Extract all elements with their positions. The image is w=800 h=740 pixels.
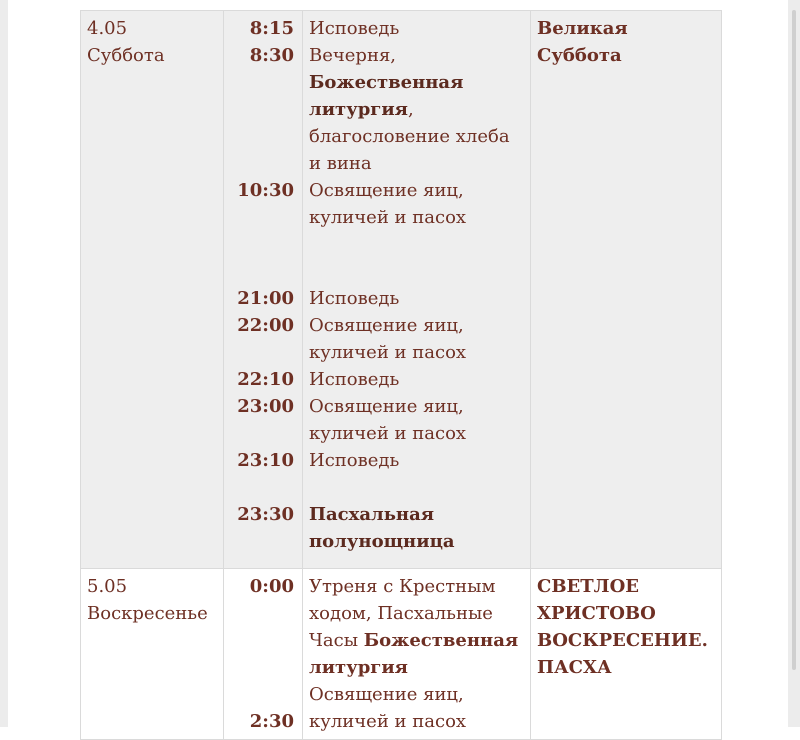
feast-title: Великая Суббота <box>537 18 628 66</box>
time: 2:30 <box>249 711 294 732</box>
events-cell <box>303 569 531 740</box>
table-row-sunday <box>81 569 722 740</box>
event-consecration: Освящение яиц, куличей и пасох <box>309 180 467 228</box>
punctuation: , <box>407 99 414 120</box>
scrollbar[interactable] <box>792 10 796 670</box>
weekday: Суббота <box>87 45 165 66</box>
time: 8:30 <box>249 45 294 66</box>
time: 22:00 <box>237 315 294 336</box>
time: 22:10 <box>237 369 294 390</box>
time: 23:30 <box>237 504 294 525</box>
feast-title: СВЕТЛОЕ ХРИСТОВО ВОСКРЕСЕНИЕ. ПАСХА <box>537 576 708 678</box>
date: 4.05 <box>87 18 128 39</box>
time-cell <box>224 569 303 740</box>
event-liturgy-line <box>309 69 525 123</box>
event-confession: Исповедь <box>309 450 400 471</box>
event-consecration: Освящение яиц, куличей и пасох <box>309 684 467 732</box>
time: 23:00 <box>237 396 294 417</box>
event-midnight-office: Пасхальная полунощница <box>309 504 455 552</box>
table-row-saturday <box>81 11 722 569</box>
time: 10:30 <box>237 180 294 201</box>
event-liturgy: Божественная литургия <box>309 630 519 678</box>
event-liturgy: Божественная литургия <box>309 72 464 120</box>
event-confession: Исповедь <box>309 288 400 309</box>
event-confession: Исповедь <box>309 18 400 39</box>
date-cell <box>81 569 224 740</box>
note-cell <box>531 569 722 740</box>
event-consecration: Освящение яиц, куличей и пасох <box>309 315 467 363</box>
date-cell <box>81 11 224 569</box>
events-cell <box>303 11 531 569</box>
event-matins: Утреня с Крестным ходом, Пасхальные Часы <box>309 576 496 651</box>
time-cell <box>224 11 303 569</box>
schedule-table <box>80 10 722 740</box>
event-consecration: Освящение яиц, куличей и пасох <box>309 396 467 444</box>
event-matins-line <box>309 573 525 681</box>
event-blessing: благословение хлеба и вина <box>309 126 510 174</box>
date: 5.05 <box>87 576 128 597</box>
weekday: Воскресенье <box>87 603 208 624</box>
time: 21:00 <box>237 288 294 309</box>
event-vespers: Вечерня, <box>309 45 397 66</box>
note-cell <box>531 11 722 569</box>
time: 8:15 <box>249 18 294 39</box>
time: 0:00 <box>249 576 294 597</box>
event-confession: Исповедь <box>309 369 400 390</box>
time: 23:10 <box>237 450 294 471</box>
left-margin <box>0 0 8 727</box>
